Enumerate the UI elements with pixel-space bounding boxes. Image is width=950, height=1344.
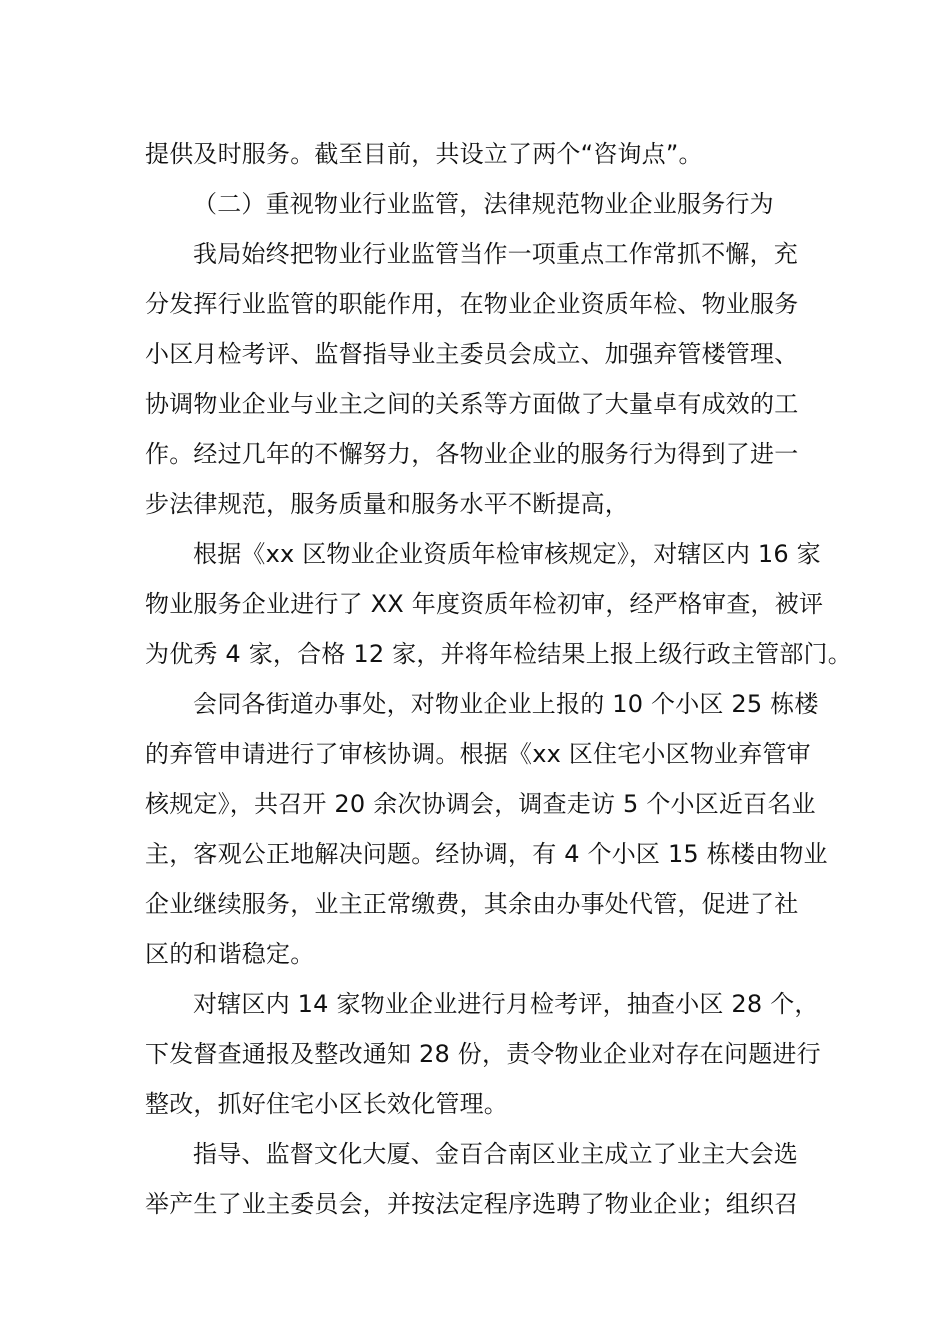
- text-line: 主，客观公正地解决问题。经协调，有 4 个小区 15 栋楼由物业: [145, 840, 828, 868]
- text-line: 的弃管申请进行了审核协调。根据《xx 区住宅小区物业弃管审: [145, 740, 811, 768]
- text-line: 指导、监督文化大厦、金百合南区业主成立了业主大会选: [193, 1140, 798, 1168]
- text-line: 为优秀 4 家，合格 12 家，并将年检结果上报上级行政主管部门。: [145, 640, 852, 668]
- text-line: 会同各街道办事处，对物业企业上报的 10 个小区 25 栋楼: [193, 690, 819, 718]
- text-line: 我局始终把物业行业监管当作一项重点工作常抓不懈，充: [193, 240, 798, 268]
- text-line: 下发督查通报及整改通知 28 份，责令物业企业对存在问题进行: [145, 1040, 821, 1068]
- text-line: 物业服务企业进行了 XX 年度资质年检初审，经严格审查，被评: [145, 590, 824, 618]
- text-line: 提供及时服务。截至目前，共设立了两个“咨询点”。: [145, 140, 703, 168]
- text-line: 协调物业企业与业主之间的关系等方面做了大量卓有成效的工: [145, 390, 799, 418]
- text-line: 根据《xx 区物业企业资质年检审核规定》，对辖区内 16 家: [193, 540, 821, 568]
- text-line: 作。经过几年的不懈努力，各物业企业的服务行为得到了进一: [145, 440, 799, 468]
- text-line: 步法律规范，服务质量和服务水平不断提高，: [145, 490, 629, 518]
- text-line: 分发挥行业监管的职能作用，在物业企业资质年检、物业服务: [145, 290, 799, 318]
- text-line: 核规定》，共召开 20 余次协调会，调查走访 5 个小区近百名业: [145, 790, 816, 818]
- section-heading: （二）重视物业行业监管，法律规范物业企业服务行为: [193, 190, 774, 218]
- text-line: 举产生了业主委员会，并按法定程序选聘了物业企业；组织召: [145, 1190, 799, 1218]
- text-line: 小区月检考评、监督指导业主委员会成立、加强弃管楼管理、: [145, 340, 799, 368]
- text-line: 区的和谐稳定。: [145, 940, 315, 968]
- text-line: 企业继续服务，业主正常缴费，其余由办事处代管，促进了社: [145, 890, 799, 918]
- text-line: 对辖区内 14 家物业企业进行月检考评，抽查小区 28 个，: [193, 990, 819, 1018]
- text-line: 整改，抓好住宅小区长效化管理。: [145, 1090, 508, 1118]
